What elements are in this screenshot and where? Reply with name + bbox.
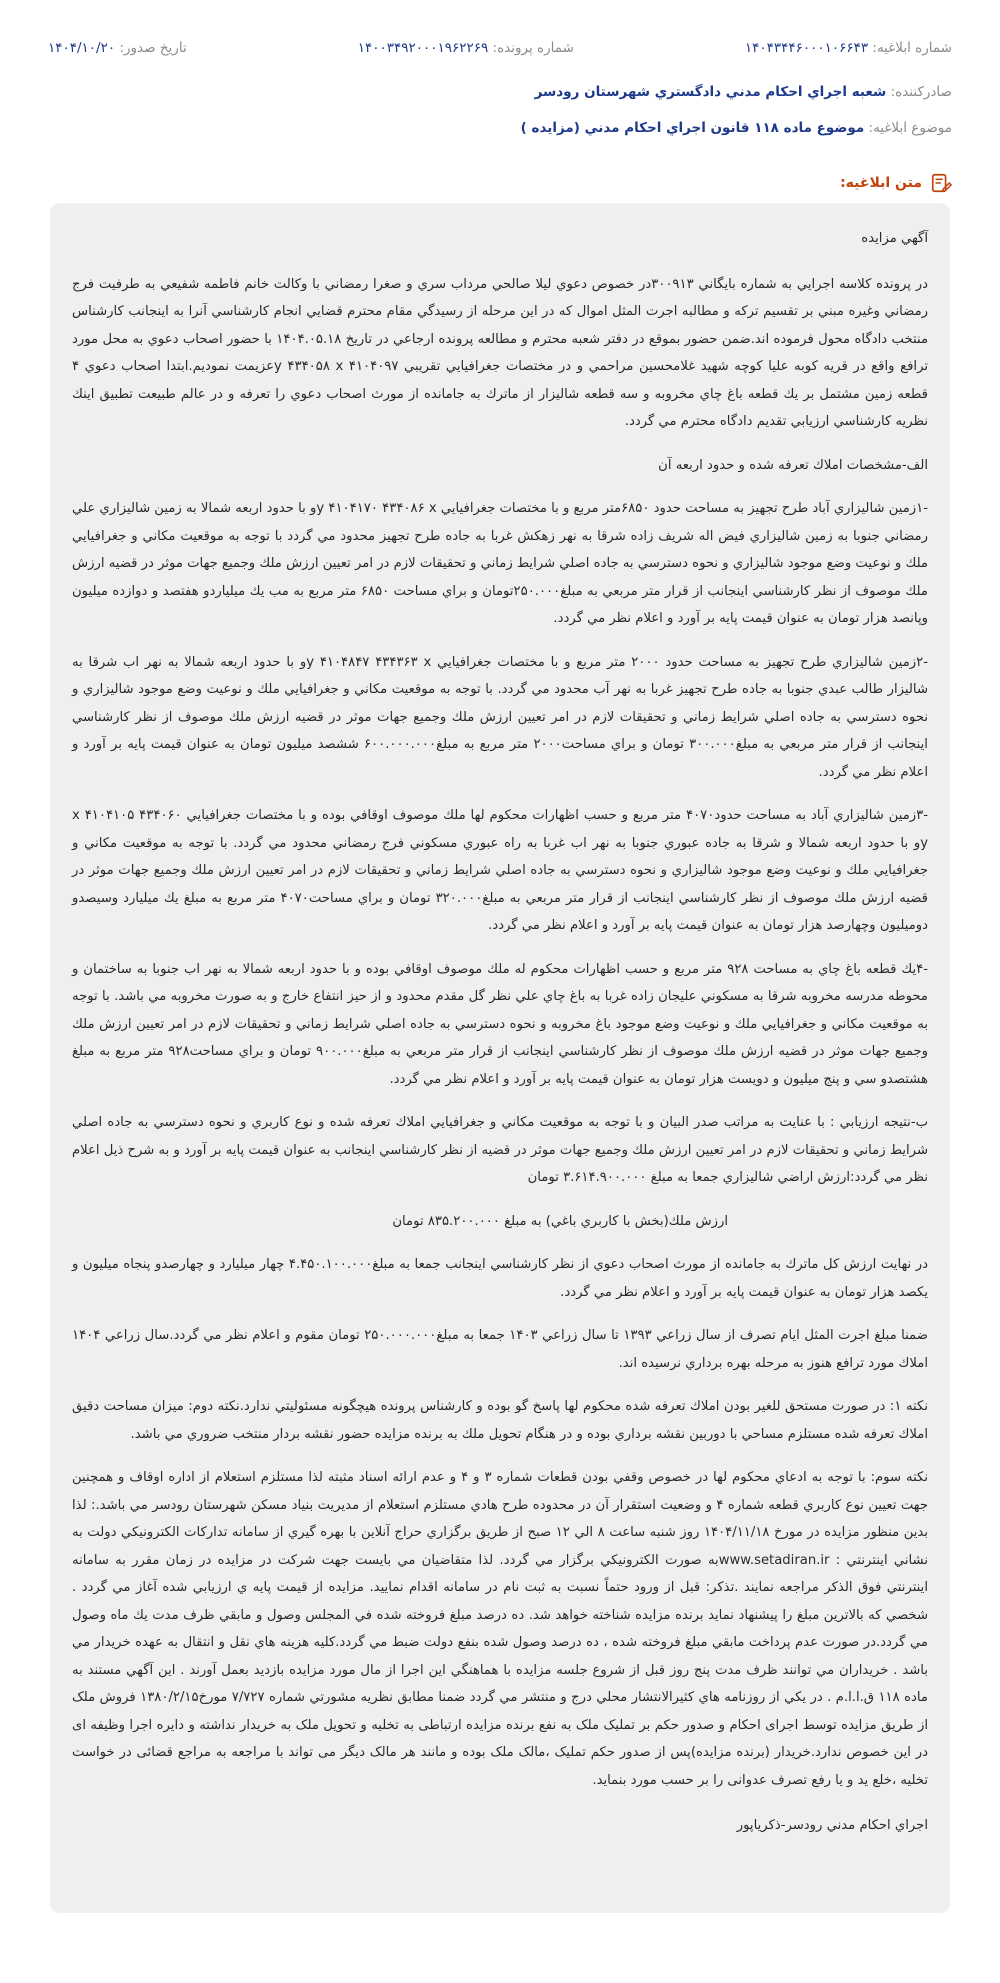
paragraph-garden-value: ارزش ملك(بخش با كاربري باغي) به مبلغ ۸۳۵.۲۰۰.۰۰۰ تومان: [392, 1213, 728, 1229]
case-number: [358, 40, 574, 56]
header-meta-row: [48, 40, 952, 56]
paragraph-intro: در پرونده كلاسه اجرايي به شماره بايگاني ۳۰۰۹۱۳در خصوص دعوي ليلا صالحي مرداب سري و صغرا رمضاني با وكالت خانم فاطمه شفيعي به طرفيت فرج رمضاني وغيره مبني بر تقسيم تركه و مطالبه اجرت المثل اموال كه در اين مرحله از رسيدگي مقام محترم قضايي انجام كارشناسي آنرا به اينجانب كارشناس منتخب دادگاه محول فرموده اند.ضمن حضور بموقع در دفتر شعبه محترم و مطالعه پرونده ارجاعي در تاريخ ۱۴۰۴.۰۵.۱۸ با حضور اصحاب دعوي به محل مورد ترافع واقع در قريه كوبه عليا كوچه شهيد غلامحسين مراحمي و در مختصات جغرافيايي تقريبي y ۴۳۴۰۵۸ x ۴۱۰۴۰۹۷عزيمت نموديم.ابتدا اصحاب دعوي ۴ قطعه زمين مشتمل بر يك قطعه باغ چاي مخروبه و سه قطعه شاليزار از ماترك به جامانده از مورث اصحاب دعوي را تعرفه و در عالم طبيعت تطبيق اينك نظريه كارشناسي ارزيابي تقديم دادگاه محترم مي گردد.: [72, 276, 929, 429]
subject-value: موضوع ماده ۱۱۸ قانون اجراي احكام مدني (مزايده ): [520, 120, 865, 136]
issue-date-value: ۱۴۰۴/۱۰/۲۰: [48, 40, 116, 56]
notice-number-value: ۱۴۰۴۳۴۴۶۰۰۰۱۰۶۶۴۳: [744, 40, 869, 56]
notice-body: [50, 203, 950, 1913]
issuer-row: [48, 84, 952, 100]
issue-date: [48, 40, 187, 56]
issuer-label: صادرکننده:: [890, 84, 952, 100]
issue-date-label: تاريخ صدور:: [119, 40, 187, 56]
paragraph-parcel-3: -۳زمين شاليزاري آباد به مساحت حدود۴۰۷۰ متر مربع و حسب اظهارات محكوم لها ملك موصوف اوقافي بوده و با مختصات جغرافيايي ۴۳۴۰۶۰ x ۴۱۰۴۱۰۵ yو با حدود اربعه شمالا و شرقا به جاده عبوري جنوبا به نهر اب غربا به راه عبوري مسكوني فرج رمضاني محدود مي گردد. با توجه به موقعيت مكاني و جغرافيايي ملك و نوعيت وضع موجود شاليزاري و نحوه دسترسي به جاده اصلي شرايط زماني و تحقيقات لازم در امر تعيين ارزش ملك وجميع جهات موثر در قضيه ارزش ملك موصوف از نظر كارشناسي اينجانب از قرار متر مربعي به مبلغ۳۲۰.۰۰۰ تومان و براي مساحت۴۰۷۰ متر مربع به مبلغ يك ميليارد وسيصدو دوميليون وچهارصد هزار تومان به عنوان قيمت پايه بر آورد و اعلام نظر مي گردد.: [72, 808, 928, 933]
paragraph-valuation-result: ب-نتيجه ارزيابي : با عنايت به مراتب صدر البيان و با توجه به موقعيت مكاني و جغرافيايي املاك تعرفه شده و نوع كاربري و نحوه دسترسي به جاده اصلي شرايط زماني و تحقيقات لازم در امر تعيين ارزش ملك وجميع جهات موثر در قضيه از نظر كارشناسي اينجانب به عنوان قيمت پايه بر آورد و به شرح ذيل اعلام نظر مي گردد:ارزش اراضي شاليزاري جمعا به مبلغ ۳.۶۱۴.۹۰۰.۰۰۰ تومان: [72, 1115, 928, 1185]
auction-title: آگهي مزايده: [861, 231, 928, 246]
case-number-value: ۱۴۰۰۳۴۹۲۰۰۰۱۹۶۲۲۶۹: [357, 40, 489, 56]
case-number-label: شماره پرونده:: [492, 40, 574, 56]
document-edit-icon: [930, 172, 952, 194]
notice-number-label: شماره ابلاغيه:: [872, 40, 952, 56]
notice-text-label: متن ابلاغيه:: [840, 175, 922, 191]
issuer-value: شعبه اجراي احكام مدني دادگستري شهرستان رودسر: [534, 84, 887, 100]
subject-row: [48, 120, 952, 136]
subject-label: موضوع ابلاغيه:: [868, 120, 952, 136]
notice-text-heading: [840, 172, 952, 194]
paragraph-total-value: در نهايت ارزش كل ماترك به جامانده از مورث اصحاب دعوي از نظر كارشناسي اينجانب جمعا به مبلغ۴.۴۵۰.۱۰۰.۰۰۰ چهار ميليارد و چهارصدو پنجاه ميليون و يكصد هزار تومان به عنوان قيمت پايه بر آورد و اعلام نظر مي گردد.: [72, 1257, 928, 1300]
paragraph-parcel-4: -۴يك قطعه باغ چاي به مساحت ۹۲۸ متر مربع و حسب اظهارات محكوم له ملك موصوف اوقافي بوده و با حدود اربعه شمالا به نهر اب جنوبا به ساختمان و محوطه مدرسه مخروبه شرقا به مسكوني عليجان زاده غربا به باغ چاي علي نظر گل مقدم محدود و از حيز انتفاع خارج و به صورت مخروبه مي باشد. با توجه به موقعيت مكاني و جغرافيايي ملك و نوعيت وضع موجود باغ مخروبه و نحوه دسترسي به جاده اصلي شرايط زماني و تحقيقات لازم در امر تعيين ارزش ملك وجميع جهات موثر در قضيه ارزش ملك موصوف از نظر كارشناسي اينجانب از قرار متر مربعي به مبلغ۹۰۰.۰۰۰ تومان و براي مساحت۹۲۸ متر مربع به مبلغ هشتصدو سي و پنج ميليون و دويست هزار تومان به عنوان قيمت پايه بر آورد و اعلام نظر مي گردد.: [72, 961, 928, 1087]
notice-number: [745, 40, 952, 56]
paragraph-note-3: نكته سوم: با توجه به ادعاي محكوم لها در خصوص وقفي بودن قطعات شماره ۳ و ۴ و عدم ارائه اسناد مثبته لذا مستلزم استعلام از اداره اوقاف و همچنين جهت تعيين نوع كاربري قطعه شماره ۴ و وضعيت استقرار آن در محدوده طرح هادي مستلزم استعلام از مديريت بنياد مسكن شهرستان رودسر مي باشد.: لذا بدين منظور مزايده در مورخ ۱۴۰۴/۱۱/۱۸ روز شنبه ساعت ۸ الي ۱۲ صبح از طريق برگزاري حراج آنلاين با بهره گيري از سامانه تداركات الكترونيكي دولت به نشاني اينترنتي : www.setadiran.irبه صورت الكترونيكي برگزار مي گردد. لذا متقاضيان مي بايست جهت شركت در مزايده در زمان مقرر به سامانه اينترنتي فوق الذكر مراجعه نمايند .تذكر: قبل از ورود حتماً نسبت به ثبت نام در سامانه اقدام نماييد. مزايده از قيمت پايه ي ارزيابي شده آغاز مي گردد . شخصي كه بالاترين مبلغ را پيشنهاد نمايد برنده مزايده شناخته خواهد شد. ده درصد مبلغ فروخته شده في المجلس وصول و مابقي ظرف مدت يك ماه وصول مي گردد.در صورت عدم پرداخت مابقي مبلغ فروخته شده ، ده درصد وصول شده بنفع دولت ضبط مي گردد.كليه هزينه هاي نقل و انتقال به عهده خريدار مي باشد . خريداران مي توانند ظرف مدت پنج روز قبل از شروع جلسه مزايده با هماهنگي اين اجرا از مال مورد مزايده بازديد بعمل آورند . اين آگهي مستند به ماده ۱۱۸ ق.ا.ا.م . در يكي از روزنامه هاي كثيرالانتشار محلي درج و منتشر مي گردد ضمنا مطابق نظريه مشورتي شماره ۷/۷۲۷ مورخ۱۳۸۰/۲/۱۵ فروش ملک از طريق مزايده توسط اجرای احکام و صدور حکم بر تمليک ملک به نفع برنده مزايده ارتباطی به تخليه و تحويل ملک به خريدار نداشته و دايره اجرا وظيفه ای در اين خصوص ندارد.خريدار (برنده مزايده)پس از صدور حکم تمليک ،مالک ملک بوده و مانند هر مالک ديگر می تواند با مراجعه به مراجع قضائی در خواست تخليه ،خلع يد و يا رفع تصرف عدوانی را بر حسب مورد بنمايد.: [72, 1470, 929, 1788]
paragraph-parcel-2: -۲زمين شاليزاري طرح تجهيز به مساحت حدود ۲۰۰۰ متر مربع و با مختصات جغرافيايي y ۴۱۰۴۸۴۷ ۴۳۴۳۶۳ xو با حدود اربعه شمالا به نهر اب شرقا به شاليزار طالب عبدي جنوبا به جاده طرح تجهيز غربا به نهر آب محدود مي گردد. با توجه به موقعيت مكاني و جغرافيايي ملك و نوعيت وضع موجود شاليزاري و نحوه دسترسي به جاده اصلي شرايط زماني و تحقيقات لازم در امر تعيين ارزش ملك وجميع جهات موثر در قضيه ارزش ملك موصوف از نظر كارشناسي اينجانب از قرار متر مربعي به مبلغ۳۰۰.۰۰۰ تومان و براي مساحت۲۰۰۰ متر مربع به مبلغ۶۰۰.۰۰۰.۰۰۰ ششصد ميليون تومان به عنوان قيمت پايه بر آورد و اعلام نظر مي گردد.: [72, 654, 928, 780]
paragraph-section-a: الف-مشخصات املاك تعرفه شده و حدود اربعه آن: [658, 457, 928, 473]
paragraph-rent: ضمنا مبلغ اجرت المثل ايام تصرف از سال زراعي ۱۳۹۳ تا سال زراعي ۱۴۰۳ جمعا به مبلغ۲۵۰.۰۰۰.۰۰۰ تومان مقوم و اعلام نظر مي گردد.سال زراعي ۱۴۰۴ املاك مورد ترافع هنوز به مرحله بهره برداري نرسيده اند.: [72, 1328, 928, 1371]
paragraph-note-1: نكته ۱: در صورت مستحق للغير بودن املاك تعرفه شده محكوم لها پاسخ گو بوده و كارشناس پرونده هيچگونه مسئوليتي ندارد.نكته دوم: ميزان مساحت دقيق املاك تعرفه شده مستلزم مساحي با دوربين نقشه برداري بوده و در هنگام تحويل ملك به برنده مزايده حضور نقشه بردار منتخب ضروري مي باشد.: [72, 1399, 928, 1442]
signature: اجراي احكام مدني رودسر-ذكرياپور: [736, 1818, 928, 1833]
paragraph-parcel-1: -۱زمين شاليزاري آباد طرح تجهيز به مساحت حدود ۶۸۵۰متر مربع و با مختصات جغرافيايي y ۴۱۰۴۱۷۰ ۴۳۴۰۸۶ xو با حدود اربعه شمالا به زمين شاليزاري علي رمضاني جنوبا به زمين شاليزاري فيض اله شريف زاده شرقا به نهر زهكش غربا به جاده طرح تجهيز محدود مي گردد با توجه به موقعيت مكاني و جغرافيايي ملك و نوعيت وضع موجود شاليزاري و نحوه دسترسي به جاده اصلي شرايط زماني و تحقيقات لازم در امر تعيين ارزش ملك وجميع جهات موثر در قضيه ارزش ملك موصوف از نظر كارشناسي اينجانب از قرار متر مربعي به مبلغ۲۵۰.۰۰۰تومان و براي مساحت ۶۸۵۰ متر مربع به مب يك ميلياردو هفتصد و دوازده ميليون وپانصد هزار تومان به عنوان قيمت پايه بر آورد و اعلام نظر مي گردد.: [72, 501, 929, 626]
